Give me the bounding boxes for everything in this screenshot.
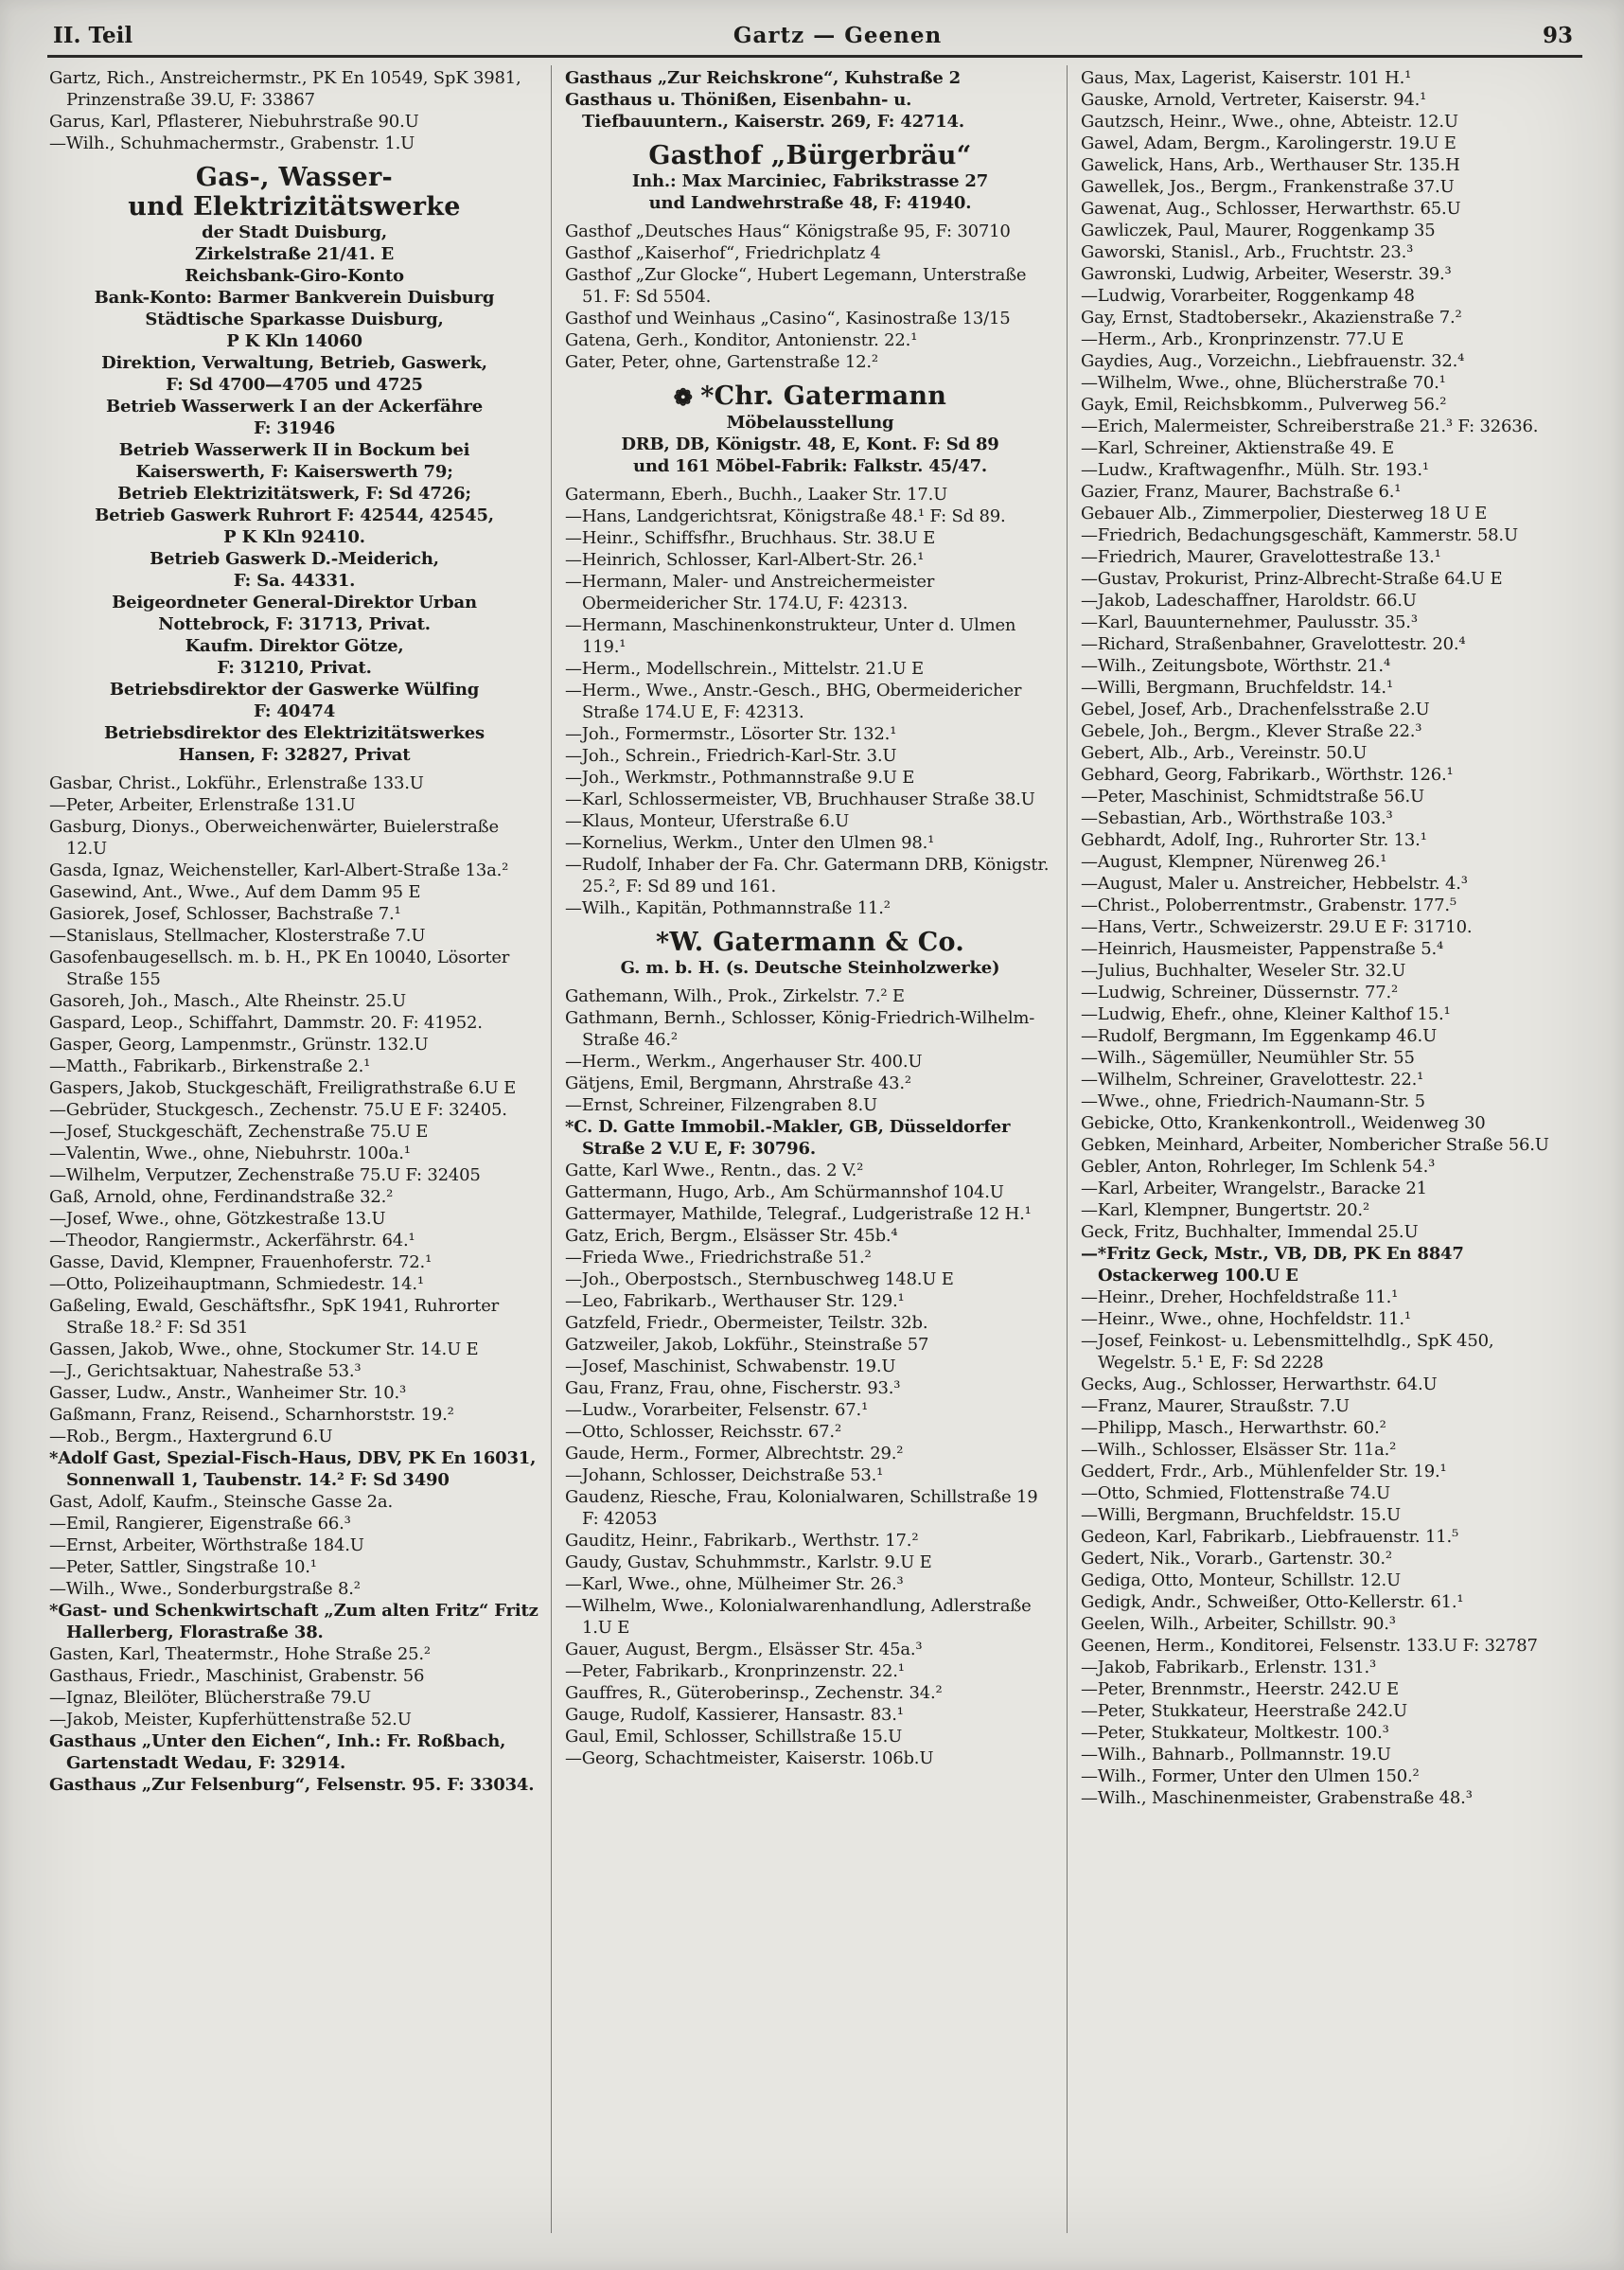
directory-entry: —Rudolf, Inhaber der Fa. Chr. Gatermann DRB, Königstr. 25.², F: Sd 89 und 161. bbox=[565, 855, 1050, 896]
directory-entry: —Karl, Wwe., ohne, Mülheimer Str. 26.³ bbox=[565, 1574, 904, 1594]
directory-entry: —Peter, Arbeiter, Erlenstraße 131.U bbox=[49, 795, 356, 815]
directory-entry: —Wilhelm, Wwe., Kolonialwarenhandlung, Adlerstraße 1.U E bbox=[565, 1596, 1032, 1638]
directory-entry: Gatena, Gerh., Konditor, Antonienstr. 22.¹ bbox=[565, 330, 918, 350]
directory-entry: Geddert, Frdr., Arb., Mühlenfelder Str. 19.¹ bbox=[1081, 1462, 1447, 1481]
directory-entry: Gassen, Jakob, Wwe., ohne, Stockumer Str. 14.U E bbox=[49, 1339, 479, 1359]
directory-entry: —Ludwig, Vorarbeiter, Roggenkamp 48 bbox=[1081, 286, 1415, 306]
directory-entry: —Hermann, Maler- und Anstreichermeister Obermeidericher Str. 174.U, F: 42313. bbox=[565, 572, 935, 613]
directory-entry: —Heinr., Schiffsfhr., Bruchhaus. Str. 38.U E bbox=[565, 528, 936, 548]
directory-entry: —Karl, Bauunternehmer, Paulusstr. 35.³ bbox=[1081, 612, 1418, 632]
directory-entry: Gaudenz, Riesche, Frau, Kolonialwaren, Schillstraße 19 F: 42053 bbox=[565, 1487, 1038, 1529]
directory-entry: —Matth., Fabrikarb., Birkenstraße 2.¹ bbox=[49, 1056, 371, 1076]
heading-title-line bbox=[565, 141, 1055, 170]
directory-entry: Gattermann, Hugo, Arb., Am Schürmannshof 104.U bbox=[565, 1182, 1004, 1202]
directory-entry: —Heinr., Dreher, Hochfeldstraße 11.¹ bbox=[1081, 1287, 1399, 1307]
heading-detail-line: G. m. b. H. (s. Deutsche Steinholzwerke) bbox=[620, 958, 1000, 978]
heading-detail-line: Betriebsdirektor des Elektrizitätswerkes bbox=[104, 723, 485, 743]
heading-detail-line: und Landwehrstraße 48, F: 41940. bbox=[648, 193, 972, 213]
directory-entry: —Sebastian, Arb., Wörthstraße 103.³ bbox=[1081, 808, 1393, 828]
directory-entry: Gatzfeld, Friedr., Obermeister, Teilstr. 32b. bbox=[565, 1313, 928, 1333]
directory-entry: —Josef, Feinkost- u. Lebensmittelhdlg., SpK 450, Wegelstr. 5.¹ E, F: Sd 2228 bbox=[1081, 1331, 1494, 1373]
directory-entry: Gartz, Rich., Anstreichermstr., PK En 10549, SpK 3981, Prinzenstraße 39.U, F: 33867 bbox=[49, 68, 521, 110]
heading-detail-line: Direktion, Verwaltung, Betrieb, Gaswerk, bbox=[101, 353, 487, 373]
directory-entry: —Herm., Wwe., Anstr.-Gesch., BHG, Obermeidericher Straße 174.U E, F: 42313. bbox=[565, 681, 1022, 722]
directory-entry: —Klaus, Monteur, Uferstraße 6.U bbox=[565, 811, 850, 831]
directory-entry: —Otto, Schmied, Flottenstraße 74.U bbox=[1081, 1483, 1390, 1503]
directory-entry: —Karl, Arbeiter, Wrangelstr., Baracke 21 bbox=[1081, 1179, 1427, 1198]
directory-entry: —Wilh., Sägemüller, Neumühler Str. 55 bbox=[1081, 1048, 1415, 1068]
directory-entry: Gasthaus „Zur Felsenburg“, Felsenstr. 95. F: 33034. bbox=[49, 1775, 535, 1795]
directory-entry: Gauffres, R., Güteroberinsp., Zechenstr. 34.² bbox=[565, 1683, 943, 1703]
directory-entry: —Erich, Malermeister, Schreiberstraße 21.³ F: 32636. bbox=[1081, 417, 1539, 436]
directory-entry: *Gast- und Schenkwirtschaft „Zum alten Fritz“ Fritz Hallerberg, Florastraße 38. bbox=[49, 1601, 538, 1642]
heading-detail-line: Reichsbank-Giro-Konto bbox=[185, 266, 404, 286]
directory-entry: Gawel, Adam, Bergm., Karolingerstr. 19.U E bbox=[1081, 133, 1456, 153]
directory-entry: Gebhardt, Adolf, Ing., Ruhrorter Str. 13.¹ bbox=[1081, 830, 1427, 850]
directory-entry: Gaudy, Gustav, Schuhmmstr., Karlstr. 9.U E bbox=[565, 1552, 932, 1572]
directory-entry: —Willi, Bergmann, Bruchfeldstr. 15.U bbox=[1081, 1505, 1401, 1525]
business-heading bbox=[49, 163, 539, 766]
directory-entry: Gawliczek, Paul, Maurer, Roggenkamp 35 bbox=[1081, 221, 1436, 240]
directory-entry: —Ludwig, Schreiner, Düssernstr. 77.² bbox=[1081, 983, 1399, 1002]
directory-entry: —Ignaz, Bleilöter, Blücherstraße 79.U bbox=[49, 1688, 371, 1708]
directory-entry: Gauge, Rudolf, Kassierer, Hansastr. 83.¹ bbox=[565, 1705, 904, 1725]
directory-entry: Gatzweiler, Jakob, Lokführ., Steinstraße 57 bbox=[565, 1335, 929, 1355]
heading-detail-line: Inh.: Max Marciniec, Fabrikstrasse 27 bbox=[631, 171, 989, 191]
directory-entry: —Heinr., Wwe., ohne, Hochfeldstr. 11.¹ bbox=[1081, 1309, 1411, 1329]
heading-detail-line: der Stadt Duisburg, bbox=[202, 222, 387, 242]
directory-entry: —Wilh., Bahnarb., Pollmannstr. 19.U bbox=[1081, 1745, 1391, 1765]
heading-title-line bbox=[49, 163, 539, 192]
heading-title-text: Gas-, Wasser- bbox=[195, 163, 394, 192]
directory-entry: —Friedrich, Bedachungsgeschäft, Kammerstr. 58.U bbox=[1081, 525, 1518, 545]
directory-entry: —Joh., Schrein., Friedrich-Karl-Str. 3.U bbox=[565, 746, 897, 766]
directory-entry: Gay, Ernst, Stadtobersekr., Akazienstraße 7.² bbox=[1081, 308, 1462, 328]
directory-entry: —Wilh., Maschinenmeister, Grabenstraße 48.³ bbox=[1081, 1788, 1473, 1808]
heading-detail-line: Betriebsdirektor der Gaswerke Wülfing bbox=[109, 680, 480, 700]
directory-entry: Gasoreh, Joh., Masch., Alte Rheinstr. 25.U bbox=[49, 991, 406, 1011]
directory-entry: —Georg, Schachtmeister, Kaiserstr. 106b.U bbox=[565, 1748, 934, 1768]
directory-entry: —Wilhelm, Verputzer, Zechenstraße 75.U F: 32405 bbox=[49, 1165, 481, 1185]
directory-entry: —Karl, Schreiner, Aktienstraße 49. E bbox=[1081, 438, 1394, 458]
directory-entry: —Stanislaus, Stellmacher, Klosterstraße 7.U bbox=[49, 926, 426, 946]
directory-entry: Gautzsch, Heinr., Wwe., ohne, Abteistr. 12.U bbox=[1081, 112, 1458, 132]
heading-detail-line: F: 40474 bbox=[253, 701, 336, 721]
column-2 bbox=[551, 65, 1067, 2233]
directory-entry: —August, Maler u. Anstreicher, Hebbelstr. 4.³ bbox=[1081, 874, 1468, 894]
directory-entry: Gast, Adolf, Kaufm., Steinsche Gasse 2a. bbox=[49, 1492, 393, 1512]
heading-detail-line: Städtische Sparkasse Duisburg, bbox=[145, 310, 444, 329]
heading-detail-line: Betrieb Wasserwerk II in Bockum bei bbox=[118, 440, 470, 460]
directory-entry: —Gustav, Prokurist, Prinz-Albrecht-Straße 64.U E bbox=[1081, 569, 1503, 589]
directory-entry: —Josef, Wwe., ohne, Götzkestraße 13.U bbox=[49, 1209, 386, 1229]
directory-entry: —Emil, Rangierer, Eigenstraße 66.³ bbox=[49, 1514, 351, 1534]
directory-entry: —Ludwig, Ehefr., ohne, Kleiner Kalthof 15.¹ bbox=[1081, 1004, 1451, 1024]
directory-entry: Gauer, August, Bergm., Elsässer Str. 45a.³ bbox=[565, 1640, 923, 1659]
directory-entry: Gebel, Josef, Arb., Drachenfelsstraße 2.U bbox=[1081, 700, 1430, 719]
directory-entry: Gasten, Karl, Theatermstr., Hohe Straße 25.² bbox=[49, 1644, 431, 1664]
directory-entry: Gawenat, Aug., Schlosser, Herwarthstr. 65.U bbox=[1081, 199, 1461, 219]
heading-detail-line: Betrieb Wasserwerk I an der Ackerfähre bbox=[106, 397, 483, 417]
directory-entry: Gasthaus „Unter den Eichen“, Inh.: Fr. Roßbach, Gartenstadt Wedau, F: 32914. bbox=[49, 1731, 506, 1773]
directory-entry: Gedigk, Andr., Schweißer, Otto-Kellerstr. 61.¹ bbox=[1081, 1592, 1464, 1612]
directory-entry: Gasthof „Zur Glocke“, Hubert Legemann, Unterstraße 51. F: Sd 5504. bbox=[565, 265, 1027, 307]
directory-entry: —Wilh., Wwe., Sonderburgstraße 8.² bbox=[49, 1579, 361, 1599]
heading-detail-line: Möbelausstellung bbox=[726, 413, 894, 433]
directory-entry: —Wilh., Former, Unter den Ulmen 150.² bbox=[1081, 1766, 1420, 1786]
directory-entry: —Herm., Modellschrein., Mittelstr. 21.U E bbox=[565, 659, 924, 679]
directory-entry: Gathmann, Bernh., Schlosser, König-Friedrich-Wilhelm-Straße 46.² bbox=[565, 1008, 1035, 1050]
directory-entry: Gathemann, Wilh., Prok., Zirkelstr. 7.² E bbox=[565, 986, 905, 1006]
directory-entry: —Wwe., ohne, Friedrich-Naumann-Str. 5 bbox=[1081, 1091, 1425, 1111]
directory-entry: —Peter, Stukkateur, Moltkestr. 100.³ bbox=[1081, 1723, 1389, 1743]
directory-entry: —Jakob, Meister, Kupferhüttenstraße 52.U bbox=[49, 1710, 412, 1729]
directory-entry: Gasewind, Ant., Wwe., Auf dem Damm 95 E bbox=[49, 882, 421, 902]
directory-entry: —Joh., Formermstr., Lösorter Str. 132.¹ bbox=[565, 724, 897, 744]
directory-entry: —Gebrüder, Stuckgesch., Zechenstr. 75.U E F: 32405. bbox=[49, 1100, 507, 1120]
directory-entry: —Wilhelm, Schreiner, Gravelottestr. 22.¹ bbox=[1081, 1070, 1424, 1090]
directory-entry: *C. D. Gatte Immobil.-Makler, GB, Düsseldorfer Straße 2 V.U E, F: 30796. bbox=[565, 1117, 1011, 1159]
directory-entry: —Valentin, Wwe., ohne, Niebuhrstr. 100a.¹ bbox=[49, 1144, 411, 1163]
directory-entry: —Friedrich, Maurer, Gravelottestraße 13.¹ bbox=[1081, 547, 1441, 567]
directory-entry: —Julius, Buchhalter, Weseler Str. 32.U bbox=[1081, 961, 1406, 981]
directory-entry: —August, Klempner, Nürenweg 26.¹ bbox=[1081, 852, 1387, 872]
directory-entry: —Karl, Schlossermeister, VB, Bruchhauser Straße 38.U bbox=[565, 789, 1035, 809]
directory-entry: Gebken, Meinhard, Arbeiter, Nombericher Straße 56.U bbox=[1081, 1135, 1549, 1155]
heading-detail-line: Zirkelstraße 21/41. E bbox=[195, 244, 394, 264]
directory-entry: Gazier, Franz, Maurer, Bachstraße 6.¹ bbox=[1081, 482, 1402, 502]
directory-entry: —Wilhelm, Wwe., ohne, Blücherstraße 70.¹ bbox=[1081, 373, 1446, 393]
heading-detail-line: F: Sd 4700—4705 und 4725 bbox=[166, 375, 423, 395]
directory-entry: —Peter, Maschinist, Schmidtstraße 56.U bbox=[1081, 787, 1424, 807]
heading-title-line bbox=[565, 381, 1055, 412]
directory-entry: Gaspers, Jakob, Stuckgeschäft, Freiligrathstraße 6.U E bbox=[49, 1078, 517, 1098]
directory-entry: —Richard, Straßenbahner, Gravelottestr. 20.⁴ bbox=[1081, 634, 1466, 654]
directory-entry: Gebicke, Otto, Krankenkontroll., Weidenweg 30 bbox=[1081, 1113, 1486, 1133]
directory-entry: Gawronski, Ludwig, Arbeiter, Weserstr. 39.³ bbox=[1081, 264, 1452, 284]
directory-entry: —Wilh., Zeitungsbote, Wörthstr. 21.⁴ bbox=[1081, 656, 1390, 676]
directory-entry: Gedeon, Karl, Fabrikarb., Liebfrauenstr. 11.⁵ bbox=[1081, 1527, 1458, 1547]
heading-detail-line: P K Kln 92410. bbox=[223, 527, 365, 547]
directory-entry: —Peter, Sattler, Singstraße 10.¹ bbox=[49, 1557, 317, 1577]
directory-entry: —Joh., Werkmstr., Pothmannstraße 9.U E bbox=[565, 768, 915, 788]
directory-entry: Gaspard, Leop., Schiffahrt, Dammstr. 20. F: 41952. bbox=[49, 1013, 483, 1033]
heading-detail-line: Kaiserswerth, F: Kaiserswerth 79; bbox=[135, 462, 453, 482]
page-number: 93 bbox=[1542, 23, 1573, 48]
section-label: II. Teil bbox=[53, 23, 133, 48]
directory-entry: —Herm., Arb., Kronprinzenstr. 77.U E bbox=[1081, 329, 1404, 349]
directory-entry: Gasbar, Christ., Lokführ., Erlenstraße 133.U bbox=[49, 773, 424, 793]
directory-entry: Gätjens, Emil, Bergmann, Ahrstraße 43.² bbox=[565, 1073, 911, 1093]
directory-entry: Gediga, Otto, Monteur, Schillstr. 12.U bbox=[1081, 1570, 1401, 1590]
directory-entry: —Otto, Schlosser, Reichsstr. 67.² bbox=[565, 1422, 841, 1442]
directory-entry: —*Fritz Geck, Mstr., VB, DB, PK En 8847 Ostackerweg 100.U E bbox=[1081, 1244, 1464, 1286]
directory-entry: Gasburg, Dionys., Oberweichenwärter, Buielerstraße 12.U bbox=[49, 817, 499, 859]
directory-entry: —Frieda Wwe., Friedrichstraße 51.² bbox=[565, 1248, 872, 1268]
column-1 bbox=[47, 65, 551, 2233]
directory-entry: Gasthof „Kaiserhof“, Friedrichplatz 4 bbox=[565, 243, 881, 263]
directory-entry: Gater, Peter, ohne, Gartenstraße 12.² bbox=[565, 352, 878, 372]
business-heading bbox=[565, 381, 1055, 477]
heading-detail-line: Betrieb Gaswerk Ruhrort F: 42544, 42545, bbox=[95, 505, 494, 525]
directory-entry: Geck, Fritz, Buchhalter, Immendal 25.U bbox=[1081, 1222, 1419, 1242]
directory-entry: Gayk, Emil, Reichsbkomm., Pulverweg 56.² bbox=[1081, 395, 1447, 415]
directory-entry: —Peter, Brennmstr., Heerstr. 242.U E bbox=[1081, 1679, 1399, 1699]
directory-entry: Gebele, Joh., Bergm., Klever Straße 22.³ bbox=[1081, 721, 1422, 741]
ornament-icon: ❁ bbox=[673, 383, 694, 411]
directory-entry: Gauske, Arnold, Vertreter, Kaiserstr. 94.¹ bbox=[1081, 90, 1427, 110]
directory-entry: —Kornelius, Werkm., Unter den Ulmen 98.¹ bbox=[565, 833, 935, 853]
guide-words: Gartz — Geenen bbox=[733, 23, 943, 48]
heading-detail-line: Beigeordneter General-Direktor Urban bbox=[112, 593, 477, 612]
directory-entry: Gedert, Nik., Vorarb., Gartenstr. 30.² bbox=[1081, 1549, 1392, 1569]
directory-entry: Gau, Franz, Frau, ohne, Fischerstr. 93.³ bbox=[565, 1378, 901, 1398]
directory-entry: —Ludw., Vorarbeiter, Felsenstr. 67.¹ bbox=[565, 1400, 869, 1420]
heading-detail-line: und 161 Möbel-Fabrik: Falkstr. 45/47. bbox=[632, 456, 987, 476]
directory-entry: Gebler, Anton, Rohrleger, Im Schlenk 54.³ bbox=[1081, 1157, 1436, 1177]
directory-entry: Gasser, Ludw., Anstr., Wanheimer Str. 10.³ bbox=[49, 1383, 407, 1403]
directory-entry: Gauditz, Heinr., Fabrikarb., Werthstr. 17.² bbox=[565, 1531, 919, 1551]
directory-entry: Gasda, Ignaz, Weichensteller, Karl-Albert-Straße 13a.² bbox=[49, 860, 509, 880]
directory-entry: —Jakob, Ladeschaffner, Haroldstr. 66.U bbox=[1081, 591, 1417, 611]
directory-entry: *Adolf Gast, Spezial-Fisch-Haus, DBV, PK En 16031, Sonnenwall 1, Taubenstr. 14.² F: Sd 3490 bbox=[49, 1448, 537, 1490]
directory-entry: —Heinrich, Hausmeister, Pappenstraße 5.⁴ bbox=[1081, 939, 1444, 959]
directory-entry: Gatz, Erich, Bergm., Elsässer Str. 45b.⁴ bbox=[565, 1226, 898, 1246]
business-heading bbox=[565, 928, 1055, 979]
directory-entry: Gawellek, Jos., Bergm., Frankenstraße 37.U bbox=[1081, 177, 1455, 197]
heading-title-line bbox=[49, 192, 539, 222]
directory-entry: Gaude, Herm., Former, Albrechtstr. 29.² bbox=[565, 1444, 904, 1463]
directory-entry: —Wilh., Schuhmachermstr., Grabenstr. 1.U bbox=[49, 133, 415, 153]
directory-entry: —Rob., Bergm., Haxtergrund 6.U bbox=[49, 1427, 333, 1446]
directory-entry: —J., Gerichtsaktuar, Nahestraße 53.³ bbox=[49, 1361, 362, 1381]
directory-entry: Gasper, Georg, Lampenmstr., Grünstr. 132.U bbox=[49, 1035, 429, 1055]
directory-entry: Gecks, Aug., Schlosser, Herwarthstr. 64.U bbox=[1081, 1374, 1438, 1394]
heading-detail-line: F: 31946 bbox=[253, 418, 336, 438]
directory-entry: Gasse, David, Klempner, Frauenhoferstr. 72.¹ bbox=[49, 1252, 432, 1272]
directory-entry: Gaydies, Aug., Vorzeichn., Liebfrauenstr. 32.⁴ bbox=[1081, 351, 1465, 371]
directory-entry: —Wilh., Schlosser, Elsässer Str. 11a.² bbox=[1081, 1440, 1397, 1460]
heading-title-text: *W. Gatermann & Co. bbox=[655, 928, 965, 957]
directory-entry: —Leo, Fabrikarb., Werthauser Str. 129.¹ bbox=[565, 1291, 905, 1311]
directory-entry: —Jakob, Fabrikarb., Erlenstr. 131.³ bbox=[1081, 1658, 1377, 1677]
directory-entry: —Heinrich, Schlosser, Karl-Albert-Str. 26.¹ bbox=[565, 550, 925, 570]
heading-detail-line: Betrieb Gaswerk D.-Meiderich, bbox=[150, 549, 439, 569]
directory-entry: —Hans, Vertr., Schweizerstr. 29.U E F: 31710. bbox=[1081, 917, 1473, 937]
page-header bbox=[47, 23, 1582, 58]
heading-detail-line: Hansen, F: 32827, Privat bbox=[178, 745, 411, 765]
directory-entry: —Rudolf, Bergmann, Im Eggenkamp 46.U bbox=[1081, 1026, 1438, 1046]
directory-entry: Gasofenbaugesellsch. m. b. H., PK En 10040, Lösorter Straße 155 bbox=[49, 948, 510, 989]
directory-entry: Gaworski, Stanisl., Arb., Fruchtstr. 23.³ bbox=[1081, 242, 1414, 262]
heading-title-line bbox=[565, 928, 1055, 957]
directory-entry: —Johann, Schlosser, Deichstraße 53.¹ bbox=[565, 1465, 884, 1485]
directory-entry: —Ludw., Kraftwagenfhr., Mülh. Str. 193.¹ bbox=[1081, 460, 1429, 480]
directory-entry: Gasthof und Weinhaus „Casino“, Kasinostraße 13/15 bbox=[565, 309, 1011, 328]
directory-entry: —Willi, Bergmann, Bruchfeldstr. 14.¹ bbox=[1081, 678, 1393, 698]
directory-entry: Geenen, Herm., Konditorei, Felsenstr. 133.U F: 32787 bbox=[1081, 1636, 1538, 1656]
directory-entry: Gasthof „Deutsches Haus“ Königstraße 95, F: 30710 bbox=[565, 222, 1011, 241]
directory-entry: Gawelick, Hans, Arb., Werthauser Str. 135.H bbox=[1081, 155, 1460, 175]
directory-entry: —Franz, Maurer, Straußstr. 7.U bbox=[1081, 1396, 1350, 1416]
heading-detail-line: Bank-Konto: Barmer Bankverein Duisburg bbox=[94, 288, 495, 308]
directory-columns bbox=[47, 65, 1582, 2233]
directory-entry: —Otto, Polizeihauptmann, Schmiedestr. 14.¹ bbox=[49, 1274, 424, 1294]
directory-entry: Geelen, Wilh., Arbeiter, Schillstr. 90.³ bbox=[1081, 1614, 1396, 1634]
heading-title-text: *Chr. Gatermann bbox=[700, 381, 947, 411]
directory-entry: —Herm., Werkm., Angerhauser Str. 400.U bbox=[565, 1052, 923, 1072]
business-heading bbox=[565, 141, 1055, 214]
directory-entry: —Joh., Oberpostsch., Sternbuschweg 148.U E bbox=[565, 1269, 954, 1289]
directory-entry: —Josef, Maschinist, Schwabenstr. 19.U bbox=[565, 1357, 896, 1376]
directory-entry: Gaul, Emil, Schlosser, Schillstraße 15.U bbox=[565, 1727, 903, 1747]
heading-detail-line: F: 31210, Privat. bbox=[217, 658, 372, 678]
heading-title-text: und Elektrizitätswerke bbox=[128, 192, 461, 222]
directory-entry: Gebert, Alb., Arb., Vereinstr. 50.U bbox=[1081, 743, 1368, 763]
directory-entry: Gaßmann, Franz, Reisend., Scharnhorststr. 19.² bbox=[49, 1405, 454, 1425]
directory-entry: Gebauer Alb., Zimmerpolier, Diesterweg 18 U E bbox=[1081, 504, 1488, 523]
heading-detail-line: P K Kln 14060 bbox=[226, 331, 362, 351]
directory-entry: Gattermayer, Mathilde, Telegraf., Ludgeristraße 12 H.¹ bbox=[565, 1204, 1032, 1224]
directory-entry: —Ernst, Arbeiter, Wörthstraße 184.U bbox=[49, 1535, 364, 1555]
directory-entry: —Karl, Klempner, Bungertstr. 20.² bbox=[1081, 1200, 1369, 1220]
directory-entry: —Josef, Stuckgeschäft, Zechenstraße 75.U E bbox=[49, 1122, 429, 1142]
directory-entry: —Hans, Landgerichtsrat, Königstraße 48.¹ F: Sd 89. bbox=[565, 506, 1006, 526]
heading-detail-line: F: Sa. 44331. bbox=[233, 571, 356, 591]
directory-entry: —Peter, Stukkateur, Heerstraße 242.U bbox=[1081, 1701, 1408, 1721]
directory-entry: Gasthaus „Zur Reichskrone“, Kuhstraße 2 bbox=[565, 68, 962, 88]
directory-entry: Gebhard, Georg, Fabrikarb., Wörthstr. 126.¹ bbox=[1081, 765, 1454, 785]
heading-detail-line: DRB, DB, Königstr. 48, E, Kont. F: Sd 89 bbox=[621, 434, 999, 454]
heading-title-text: Gasthof „Bürgerbräu“ bbox=[648, 141, 972, 170]
directory-entry: —Ernst, Schreiner, Filzengraben 8.U bbox=[565, 1095, 878, 1115]
directory-entry: —Philipp, Masch., Herwarthstr. 60.² bbox=[1081, 1418, 1386, 1438]
directory-entry: Gaß, Arnold, ohne, Ferdinandstraße 32.² bbox=[49, 1187, 394, 1207]
column-3 bbox=[1067, 65, 1582, 2233]
directory-entry: —Hermann, Maschinenkonstrukteur, Unter d. Ulmen 119.¹ bbox=[565, 615, 1016, 657]
directory-entry: Gaßeling, Ewald, Geschäftsfhr., SpK 1941, Ruhrorter Straße 18.² F: Sd 351 bbox=[49, 1296, 500, 1338]
heading-detail-line: Betrieb Elektrizitätswerk, F: Sd 4726; bbox=[117, 484, 471, 504]
directory-entry: Garus, Karl, Pflasterer, Niebuhrstraße 90.U bbox=[49, 112, 419, 132]
directory-entry: —Christ., Poloberrentmstr., Grabenstr. 177.⁵ bbox=[1081, 896, 1456, 915]
heading-detail-line: Kaufm. Direktor Götze, bbox=[185, 636, 404, 656]
directory-entry: Gasiorek, Josef, Schlosser, Bachstraße 7.¹ bbox=[49, 904, 401, 924]
directory-entry: —Theodor, Rangiermstr., Ackerfährstr. 64.¹ bbox=[49, 1231, 415, 1250]
directory-entry: —Peter, Fabrikarb., Kronprinzenstr. 22.¹ bbox=[565, 1661, 905, 1681]
directory-entry: —Wilh., Kapitän, Pothmannstraße 11.² bbox=[565, 898, 891, 918]
directory-entry: Gatte, Karl Wwe., Rentn., das. 2 V.² bbox=[565, 1161, 864, 1180]
directory-entry: Gaus, Max, Lagerist, Kaiserstr. 101 H.¹ bbox=[1081, 68, 1412, 88]
directory-entry: Gatermann, Eberh., Buchh., Laaker Str. 17.U bbox=[565, 485, 948, 505]
heading-detail-line: Nottebrock, F: 31713, Privat. bbox=[158, 614, 431, 634]
directory-entry: Gasthaus u. Thönißen, Eisenbahn- u. Tiefbauuntern., Kaiserstr. 269, F: 42714. bbox=[565, 90, 964, 132]
directory-entry: Gasthaus, Friedr., Maschinist, Grabenstr. 56 bbox=[49, 1666, 425, 1686]
